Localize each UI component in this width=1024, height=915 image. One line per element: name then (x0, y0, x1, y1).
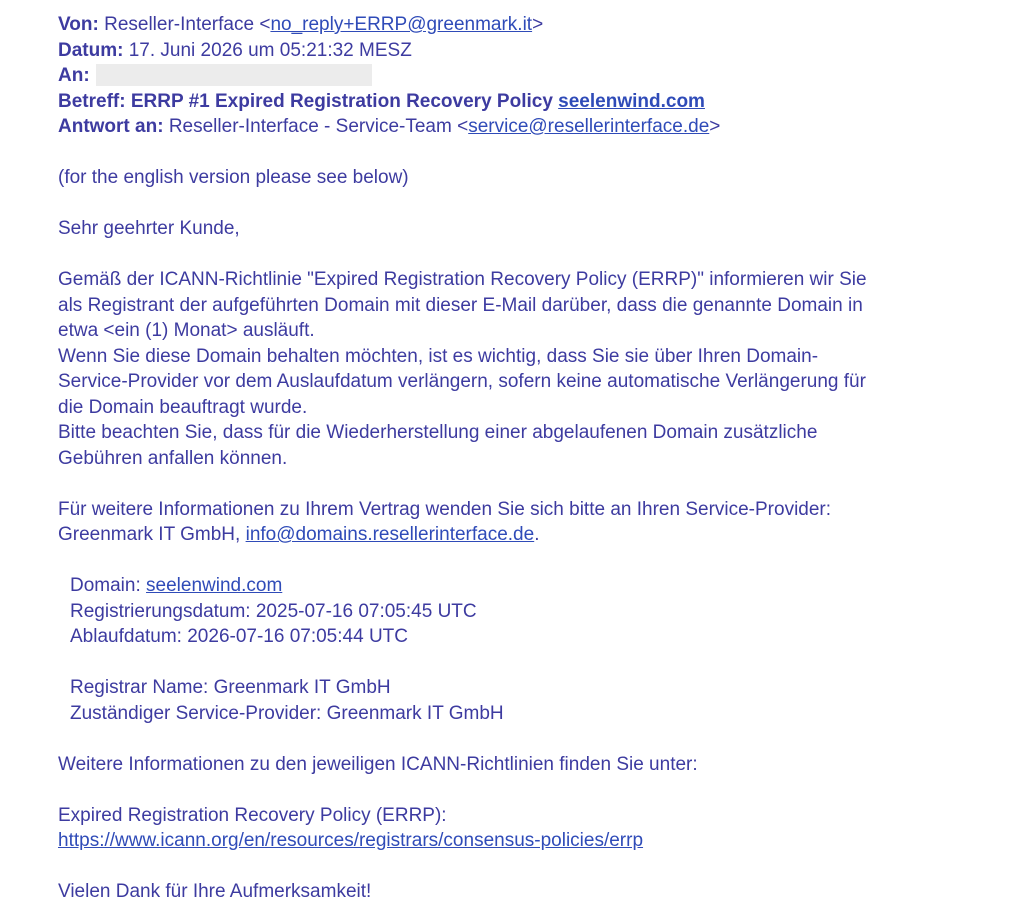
reply-email-link[interactable]: service@resellerinterface.de (468, 116, 710, 137)
subject-text: ERRP #1 Expired Registration Recovery Policy (130, 90, 553, 112)
policy-name: Expired Registration Recovery Policy (ERRP): (58, 804, 447, 826)
reply-close-bracket: > (709, 116, 721, 137)
notice-line: als Registrant der aufgeführten Domain mit dieser E-Mail darüber, dass die genannte Domain in (58, 294, 863, 316)
english-note: (for the english version please see below) (58, 167, 409, 188)
from-close-bracket: > (532, 14, 544, 35)
registrar-name: Registrar Name: Greenmark IT GmbH (70, 677, 391, 698)
greeting: Sehr geehrter Kunde, (58, 218, 240, 239)
contact-email-link[interactable]: info@domains.resellerinterface.de (245, 524, 535, 545)
from-label: Von: (58, 14, 99, 35)
header-date (58, 38, 1024, 64)
policy-url-line (58, 828, 1024, 854)
redacted-recipient (96, 64, 372, 86)
notice-paragraph (58, 267, 1024, 471)
notice-line: Service-Provider vor dem Auslaufdatum verlängern, sofern keine automatische Verlängerung für (58, 371, 866, 392)
subject-domain-link[interactable]: seelenwind.com (558, 90, 705, 112)
closing-thanks: Vielen Dank für Ihre Aufmerksamkeit! (58, 881, 372, 902)
contact-suffix: . (534, 524, 540, 545)
from-open-bracket: < (259, 14, 271, 35)
header-subject (58, 89, 1024, 115)
header-reply-to (58, 114, 1024, 140)
notice-line: Bitte beachten Sie, dass für die Wiederherstellung einer abgelaufenen Domain zusätzliche (58, 422, 818, 443)
header-from (58, 12, 1024, 38)
contact-provider-line (58, 522, 1024, 548)
reply-open-bracket: < (457, 116, 469, 137)
notice-line: Wenn Sie diese Domain behalten möchten, ist es wichtig, dass Sie sie über Ihren Domain- (58, 345, 819, 367)
policy-url-link[interactable]: https://www.icann.org/en/resources/registrars/consensus-policies/errp (58, 830, 644, 851)
from-name: Reseller-Interface (104, 14, 255, 35)
registration-date: Registrierungsdatum: 2025-07-16 07:05:45 UTC (70, 600, 477, 622)
date-value: 17. Juni 2026 um 05:21:32 MESZ (128, 39, 412, 61)
header-to (58, 63, 1024, 89)
date-label: Datum: (58, 39, 124, 61)
notice-line: die Domain beauftragt wurde. (58, 396, 308, 418)
to-label: An: (58, 65, 90, 86)
contact-provider: Greenmark IT GmbH, (58, 524, 241, 545)
domain-link[interactable]: seelenwind.com (146, 575, 283, 596)
expiration-date: Ablaufdatum: 2026-07-16 07:05:44 UTC (70, 626, 408, 647)
subject-label: Betreff: (58, 90, 126, 112)
from-email-link[interactable]: no_reply+ERRP@greenmark.it (270, 14, 533, 35)
domain-line (70, 573, 1024, 599)
notice-line: Gemäß der ICANN-Richtlinie "Expired Registration Recovery Policy (ERRP)" informieren wir Sie (58, 269, 867, 290)
service-provider: Zuständiger Service-Provider: Greenmark IT GmbH (70, 702, 504, 724)
contact-line: Für weitere Informationen zu Ihrem Vertrag wenden Sie sich bitte an Ihren Service-Provider: (58, 498, 832, 520)
info-line: Weitere Informationen zu den jeweiligen ICANN-Richtlinien finden Sie unter: (58, 753, 698, 775)
reply-name: Reseller-Interface - Service-Team (168, 116, 452, 137)
domain-label: Domain: (70, 575, 141, 596)
notice-line: etwa <ein (1) Monat> ausläuft. (58, 320, 315, 341)
notice-line: Gebühren anfallen können. (58, 447, 288, 469)
reply-label: Antwort an: (58, 116, 164, 137)
domain-details (58, 573, 1024, 726)
